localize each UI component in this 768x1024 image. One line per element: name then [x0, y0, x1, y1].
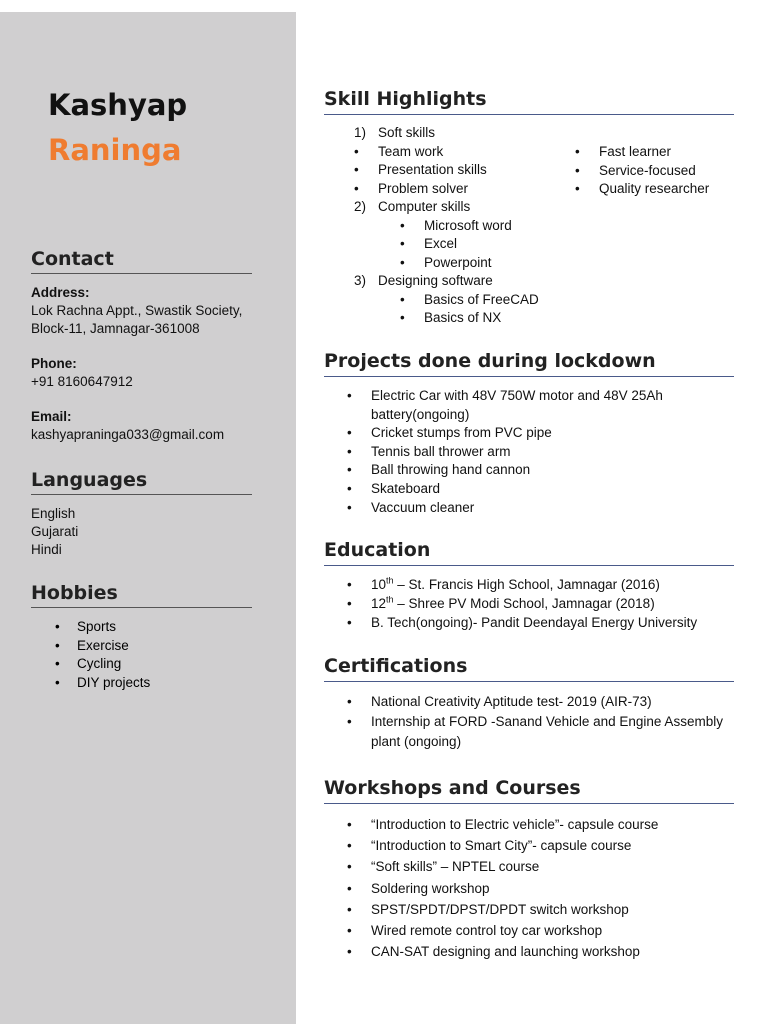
- skill-subitem: • Basics of FreeCAD: [400, 291, 584, 310]
- languages-list: [31, 505, 78, 559]
- project-item: • Tennis ball thrower arm: [347, 443, 727, 462]
- workshop-item: • Soldering workshop: [347, 878, 737, 899]
- education-grade: 12: [371, 595, 387, 611]
- education-text: – St. Francis High School, Jamnagar (2016): [393, 577, 660, 592]
- skill-subitem: • Excel: [400, 235, 584, 254]
- ordinal-suffix: th: [386, 594, 394, 605]
- hobbies-heading: Hobbies: [31, 582, 252, 608]
- language-item: Hindi: [31, 542, 62, 557]
- phone-label: Phone:: [31, 356, 77, 371]
- education-text: B. Tech(ongoing)- Pandit Deendayal Energy University: [371, 614, 698, 630]
- certification-item: • National Creativity Aptitude test- 2019 (AIR-73): [347, 692, 737, 712]
- skill-item: • Fast learner: [575, 143, 735, 162]
- skill-subitem: • Powerpoint: [400, 254, 584, 273]
- skill-group-1: [354, 124, 584, 143]
- project-item: • Ball throwing hand cannon: [347, 461, 727, 480]
- certifications-heading: Certifications: [324, 655, 734, 682]
- last-name: Raninga: [48, 133, 182, 167]
- certifications-list: [347, 692, 737, 752]
- hobby-item: • Exercise: [55, 637, 150, 656]
- skill-item: • Team work: [354, 143, 584, 162]
- hobby-item: • DIY projects: [55, 674, 150, 693]
- projects-heading: Projects done during lockdown: [324, 350, 734, 377]
- skill-subitem: • Microsoft word: [400, 217, 584, 236]
- skill-group-number: 2): [354, 199, 367, 214]
- address-line-2: Block-11, Jamnagar-361008: [31, 321, 200, 336]
- workshop-item: • “Soft skills” – NPTEL course: [347, 856, 737, 877]
- languages-heading: Languages: [31, 469, 252, 495]
- skill-item: • Quality researcher: [575, 180, 735, 199]
- education-item: [347, 614, 737, 633]
- skill-group-number: 1): [354, 125, 367, 140]
- contact-heading: Contact: [31, 248, 252, 274]
- email-address: kashyapraninga033@gmail.com: [31, 427, 225, 442]
- skills-heading: Skill Highlights: [324, 88, 734, 115]
- skill-item: • Problem solver: [354, 180, 584, 199]
- workshops-list: [347, 814, 737, 962]
- skills-extra-list: [575, 143, 735, 199]
- language-item: Gujarati: [31, 524, 79, 539]
- phone-number: +91 8160647912: [31, 374, 133, 389]
- workshop-item: • Wired remote control toy car workshop: [347, 920, 737, 941]
- contact-details: [31, 284, 242, 444]
- education-item: [347, 576, 737, 595]
- email-label: Email:: [31, 409, 72, 424]
- project-item: • Electric Car with 48V 750W motor and 48V 25Ah battery(ongoing): [347, 387, 727, 424]
- address-line-1: Lok Rachna Appt., Swastik Society,: [31, 303, 243, 318]
- skill-group-number: 3): [354, 273, 367, 288]
- skill-group-label: Designing software: [378, 273, 493, 288]
- workshop-item: • “Introduction to Smart City”- capsule course: [347, 835, 737, 856]
- certification-item: • Internship at FORD -Sanand Vehicle and Engine Assembly plant (ongoing): [347, 712, 737, 752]
- workshops-heading: Workshops and Courses: [324, 777, 734, 804]
- skill-item: • Service-focused: [575, 162, 735, 181]
- skill-group-label: Computer skills: [378, 199, 471, 214]
- skill-group-label: Soft skills: [378, 125, 436, 140]
- education-text: – Shree PV Modi School, Jamnagar (2018): [393, 595, 655, 611]
- education-item: [347, 595, 737, 614]
- hobby-item: • Sports: [55, 618, 150, 637]
- education-grade: 10: [371, 577, 387, 592]
- skill-item: • Presentation skills: [354, 161, 584, 180]
- workshop-item: • “Introduction to Electric vehicle”- capsule course: [347, 814, 737, 835]
- projects-list: [347, 387, 727, 517]
- ordinal-suffix: th: [386, 575, 394, 586]
- hobbies-list: [55, 618, 150, 692]
- address-label: Address:: [31, 285, 90, 300]
- workshop-item: • SPST/SPDT/DPST/DPDT switch workshop: [347, 899, 737, 920]
- workshop-item: • CAN-SAT designing and launching workshop: [347, 941, 737, 962]
- skills-list: [354, 124, 584, 328]
- project-item: • Skateboard: [347, 480, 727, 499]
- language-item: English: [31, 506, 76, 521]
- education-heading: Education: [324, 539, 734, 566]
- project-item: • Cricket stumps from PVC pipe: [347, 424, 727, 443]
- skill-subitem: • Basics of NX: [400, 309, 584, 328]
- first-name: Kashyap: [48, 88, 188, 122]
- hobby-item: • Cycling: [55, 655, 150, 674]
- skill-group-3: [354, 272, 584, 291]
- skill-group-2: [354, 198, 584, 217]
- education-list: [347, 576, 737, 632]
- project-item: • Vaccuum cleaner: [347, 499, 727, 518]
